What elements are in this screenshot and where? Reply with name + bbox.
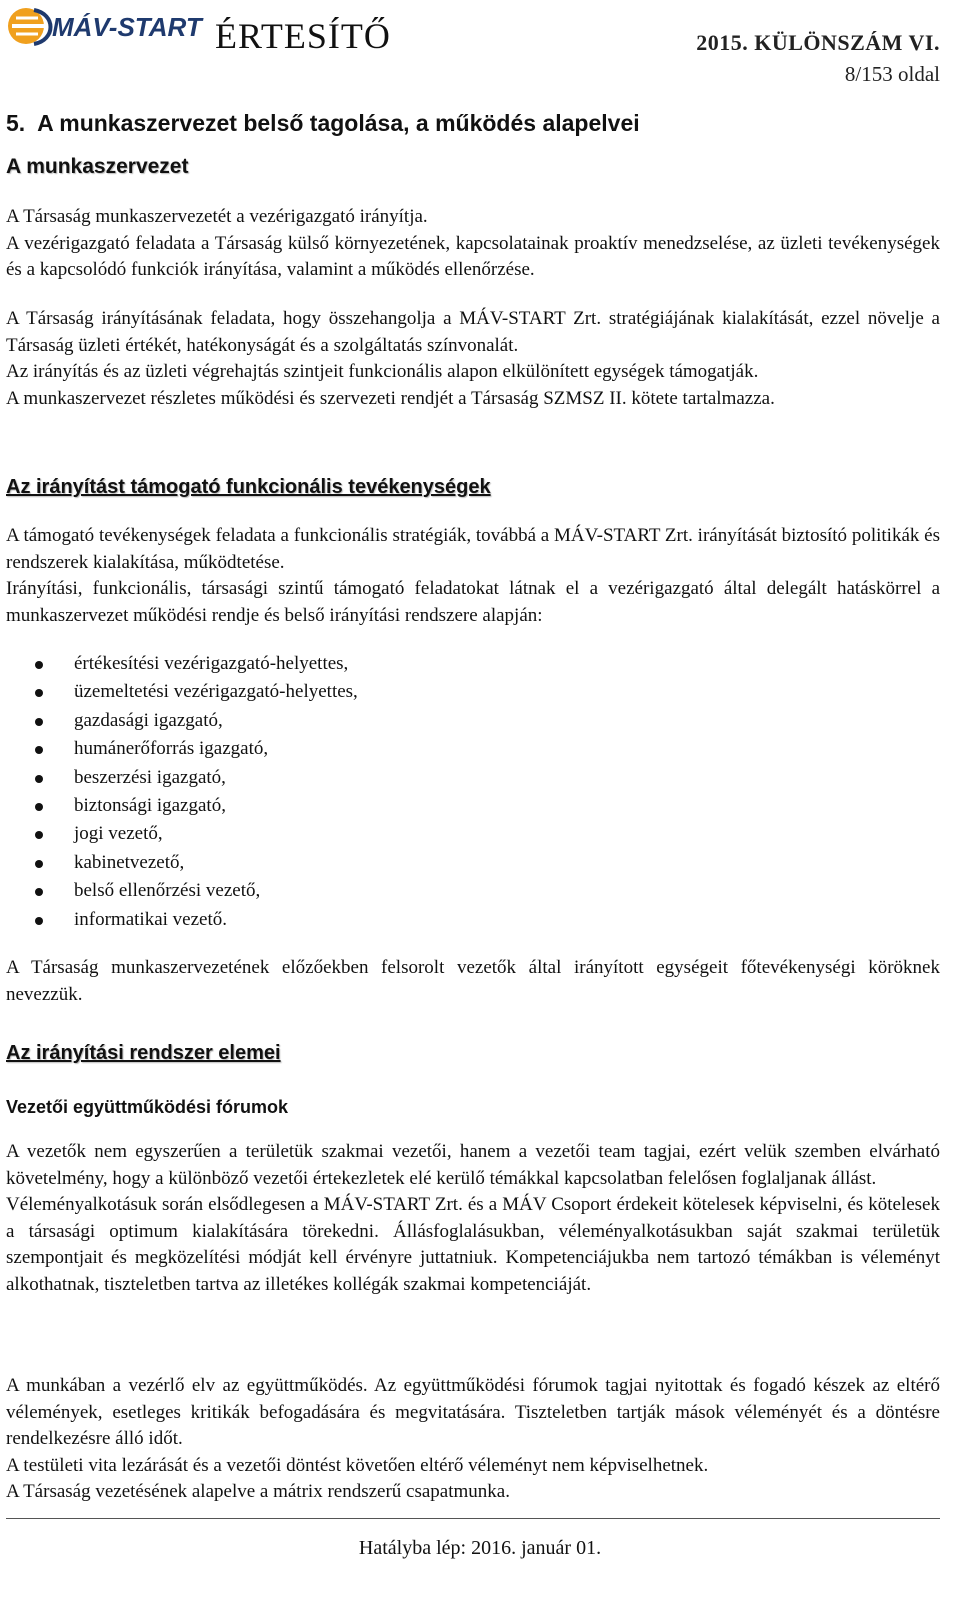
bullet-icon	[35, 775, 43, 783]
governance-line-3: A munkaszervezet részletes működési és szervezeti rendjét a Társaság SZMSZ II. kötete tartalmazza.	[6, 387, 775, 409]
bullet-icon	[35, 860, 43, 868]
mav-start-logo	[4, 4, 204, 50]
subsection-heading-organization: A munkaszervezet	[6, 155, 189, 178]
support-bullet-list	[6, 650, 940, 934]
support-line-1: A támogató tevékenységek feladata a funkcionális stratégiák, továbbá a MÁV-START Zrt. irányítását biztosító politikák és rendszerek kialakítása, működtetése.	[6, 525, 940, 573]
effective-date-footer: Hatályba lép: 2016. január 01.	[358, 1537, 602, 1559]
support-closing-text: A Társaság munkaszervezetének előzőekben felsorolt vezetők által irányított egységeit főtevékenységi köröknek nevezzük.	[6, 957, 940, 1005]
forums-p2-line-2: A testületi vita lezárását és a vezetői döntést követően eltérő véleményt nem képviselhetnek.	[6, 1454, 709, 1476]
governance-line-2: Az irányítás és az üzleti végrehajtás szintjeit funkcionális alapon elkülönített egységek támogatják.	[6, 361, 759, 383]
forums-paragraph-2	[6, 1373, 940, 1506]
bullet-icon	[35, 888, 43, 896]
list-item: kabinetvezető,	[6, 849, 940, 877]
bullet-icon	[35, 746, 43, 754]
forums-p1-line-2: Véleményalkotásuk során elsődlegesen a MÁV-START Zrt. és a MÁV Csoport érdekeit kötelesek képviselni, és kötelesek a társasági optimum kialakítására törekedni. Állásfoglalásukban, véleményalkotásukban saját szakmai területük szempontjait és megközelítési módját kell érvényre juttatniuk. Kompetenciájukba nem tartozó témákban is véleményt alkothatnak, tiszteletben tartva az illetékes kollégák szakmai kompetenciáját.	[6, 1194, 940, 1295]
system-heading: Az irányítási rendszer elemei	[6, 1042, 281, 1064]
list-item: értékesítési vezérigazgató-helyettes,	[6, 650, 940, 678]
support-paragraph	[6, 523, 940, 629]
forums-paragraph-1	[6, 1139, 940, 1299]
logo-emblem-icon	[8, 8, 51, 44]
list-item: humánerőforrás igazgató,	[6, 735, 940, 763]
special-issue-label: 2015. KÜLÖNSZÁM VI.	[696, 30, 940, 55]
list-item: üzemeltetési vezérigazgató-helyettes,	[6, 678, 940, 706]
section-heading: 5. A munkaszervezet belső tagolása, a működés alapelvei	[6, 110, 640, 136]
intro-line-2: A vezérigazgató feladata a Társaság külső környezetének, kapcsolatainak proaktív menedzselése, az üzleti tevékenységek és a kapcsolódó funkciók irányítása, valamint a működés ellenőrzése.	[6, 232, 940, 281]
footer-divider	[6, 1518, 940, 1519]
bullet-icon	[35, 689, 43, 697]
bullet-icon	[35, 803, 43, 811]
list-item: biztonsági igazgató,	[6, 792, 940, 820]
bullet-icon	[35, 917, 43, 925]
logo-text: MÁV-START	[52, 12, 202, 42]
intro-paragraph	[6, 204, 940, 284]
bullet-icon	[35, 718, 43, 726]
list-item: informatikai vezető.	[6, 906, 940, 934]
governance-line-1: A Társaság irányításának feladata, hogy összehangolja a MÁV-START Zrt. stratégiájának kialakítását, ezzel növelje a Társaság üzleti értékét, hatékonyságát és a szolgáltatás színvonalát.	[6, 308, 940, 356]
forums-subheading: Vezetői együttműködési fórumok	[6, 1097, 289, 1117]
list-item: jogi vezető,	[6, 820, 940, 848]
list-item: beszerzési igazgató,	[6, 764, 940, 792]
support-line-2: Irányítási, funkcionális, társasági szintű támogató feladatokat látnak el a vezérigazgató által delegált hatáskörrel a munkaszervezet működési rendje és belső irányítási rendszere alapján:	[6, 578, 940, 626]
support-closing-paragraph	[6, 955, 940, 1008]
bullet-icon	[35, 661, 43, 669]
intro-line-1: A Társaság munkaszervezetét a vezérigazgató irányítja.	[6, 206, 428, 227]
bulletin-title: ÉRTESÍTŐ	[215, 16, 391, 56]
forums-p2-line-3: A Társaság vezetésének alapelve a mátrix rendszerű csapatmunka.	[6, 1481, 510, 1503]
governance-paragraph	[6, 306, 940, 412]
list-item: belső ellenőrzési vezető,	[6, 877, 940, 905]
list-item: gazdasági igazgató,	[6, 707, 940, 735]
page-number: 8/153 oldal	[844, 62, 940, 86]
bullet-icon	[35, 831, 43, 839]
forums-p1-line-1: A vezetők nem egyszerűen a területük szakmai vezetői, hanem a vezetői team tagjai, ezért velük szemben elvárható követelmény, hogy a különböző vezetői értekezletek elé kerülő témákkal kapcsolatban felelősen foglaljanak állást.	[6, 1141, 940, 1189]
support-heading: Az irányítást támogató funkcionális tevékenységek	[6, 476, 491, 498]
forums-p2-line-1: A munkában a vezérlő elv az együttműködés. Az együttműködési fórumok tagjai nyitottak és fogadó készek az eltérő vélemények, esetleges kritikák befogadására és megvitatására. Tiszteletben tartják mások véleményét és a döntésre rendelkezésre álló időt.	[6, 1375, 940, 1450]
